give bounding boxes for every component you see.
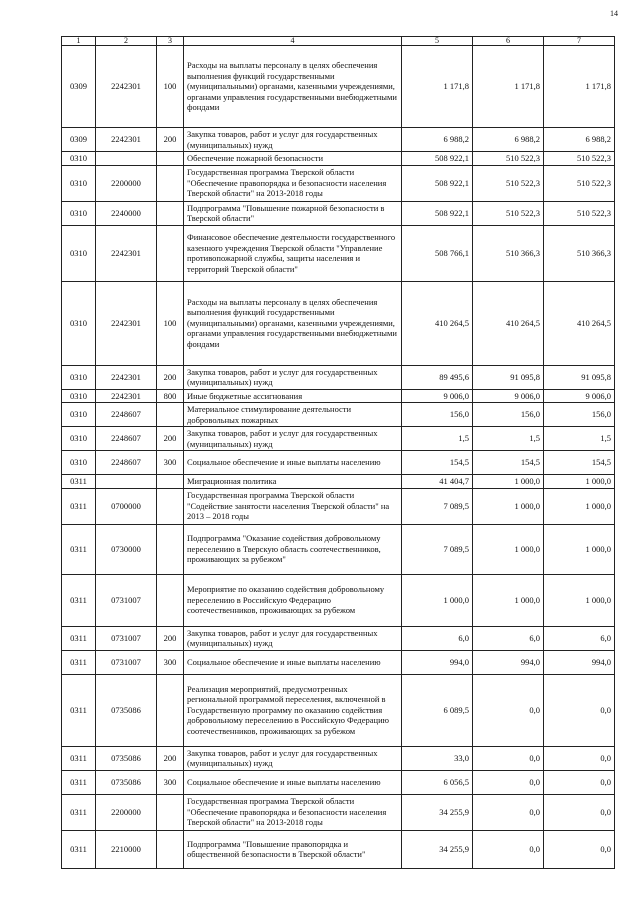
amount-2018-cell: 1 171,8 <box>544 46 615 128</box>
section-code-cell: 0311 <box>62 674 96 746</box>
expense-type-code-cell: 200 <box>157 365 184 389</box>
section-code-cell: 0311 <box>62 746 96 770</box>
target-article-code-cell: 2242301 <box>96 365 157 389</box>
description-cell: Государственная программа Тверской области "Обеспечение правопорядка и безопасности населения Тверской области" на 2013-2018 годы <box>184 794 402 830</box>
amount-2018-cell: 510 522,3 <box>544 152 615 166</box>
table-row <box>62 46 615 128</box>
description-cell: Закупка товаров, работ и услуг для государственных (муниципальных) нужд <box>184 626 402 650</box>
description-cell: Расходы на выплаты персоналу в целях обеспечения выполнения функций государственными (муниципальными) органами, казенными учреждениями, органами управления государственными внебюджетными фондами <box>184 281 402 365</box>
table-row <box>62 152 615 166</box>
table-row <box>62 427 615 451</box>
section-code-cell: 0311 <box>62 524 96 574</box>
amount-2016-cell: 508 922,1 <box>402 165 473 201</box>
amount-2017-cell: 9 006,0 <box>473 389 544 403</box>
expense-type-code-cell <box>157 152 184 166</box>
section-code-cell: 0310 <box>62 225 96 281</box>
amount-2017-cell: 1 000,0 <box>473 524 544 574</box>
section-code-cell: 0310 <box>62 152 96 166</box>
section-code-cell: 0310 <box>62 165 96 201</box>
section-code-cell: 0311 <box>62 830 96 868</box>
target-article-code-cell: 2242301 <box>96 128 157 152</box>
amount-2018-cell: 1 000,0 <box>544 475 615 489</box>
amount-2018-cell: 1 000,0 <box>544 574 615 626</box>
expense-type-code-cell: 200 <box>157 746 184 770</box>
amount-2017-cell: 6 988,2 <box>473 128 544 152</box>
description-cell: Обеспечение пожарной безопасности <box>184 152 402 166</box>
description-cell: Социальное обеспечение и иные выплаты населению <box>184 650 402 674</box>
expense-type-code-cell <box>157 403 184 427</box>
target-article-code-cell: 2200000 <box>96 165 157 201</box>
table-row <box>62 389 615 403</box>
expense-type-code-cell <box>157 794 184 830</box>
target-article-code-cell: 2242301 <box>96 389 157 403</box>
section-code-cell: 0311 <box>62 650 96 674</box>
amount-2016-cell: 508 922,1 <box>402 201 473 225</box>
table-row <box>62 650 615 674</box>
amount-2018-cell: 1,5 <box>544 427 615 451</box>
amount-2016-cell: 1,5 <box>402 427 473 451</box>
description-cell: Закупка товаров, работ и услуг для государственных (муниципальных) нужд <box>184 427 402 451</box>
amount-2017-cell: 0,0 <box>473 830 544 868</box>
table-row <box>62 403 615 427</box>
target-article-code-cell: 0735086 <box>96 770 157 794</box>
section-code-cell: 0310 <box>62 403 96 427</box>
table-row <box>62 626 615 650</box>
header-cell: 3 <box>157 37 184 46</box>
expense-type-code-cell: 200 <box>157 427 184 451</box>
amount-2016-cell: 1 171,8 <box>402 46 473 128</box>
table-row <box>62 475 615 489</box>
table-row <box>62 574 615 626</box>
amount-2018-cell: 91 095,8 <box>544 365 615 389</box>
description-cell: Государственная программа Тверской области "Содействие занятости населения Тверской области" на 2013 – 2018 годы <box>184 488 402 524</box>
target-article-code-cell: 2248607 <box>96 403 157 427</box>
amount-2018-cell: 0,0 <box>544 794 615 830</box>
expense-type-code-cell <box>157 475 184 489</box>
amount-2017-cell: 994,0 <box>473 650 544 674</box>
amount-2017-cell: 1 000,0 <box>473 574 544 626</box>
amount-2016-cell: 9 006,0 <box>402 389 473 403</box>
target-article-code-cell: 0735086 <box>96 674 157 746</box>
description-cell: Расходы на выплаты персоналу в целях обеспечения выполнения функций государственными (муниципальными) органами, казенными учреждениями, органами управления государственными внебюджетными фондами <box>184 46 402 128</box>
amount-2016-cell: 34 255,9 <box>402 794 473 830</box>
amount-2018-cell: 6,0 <box>544 626 615 650</box>
amount-2018-cell: 0,0 <box>544 746 615 770</box>
amount-2016-cell: 410 264,5 <box>402 281 473 365</box>
amount-2017-cell: 0,0 <box>473 674 544 746</box>
target-article-code-cell: 2240000 <box>96 201 157 225</box>
description-cell: Материальное стимулирование деятельности добровольных пожарных <box>184 403 402 427</box>
description-cell: Социальное обеспечение и иные выплаты населению <box>184 451 402 475</box>
amount-2016-cell: 154,5 <box>402 451 473 475</box>
amount-2016-cell: 6 988,2 <box>402 128 473 152</box>
target-article-code-cell: 2248607 <box>96 451 157 475</box>
expense-type-code-cell <box>157 488 184 524</box>
header-cell: 6 <box>473 37 544 46</box>
amount-2017-cell: 410 264,5 <box>473 281 544 365</box>
table-row <box>62 794 615 830</box>
table-row <box>62 165 615 201</box>
header-row <box>62 37 615 46</box>
target-article-code-cell: 0731007 <box>96 574 157 626</box>
description-cell: Закупка товаров, работ и услуг для государственных (муниципальных) нужд <box>184 746 402 770</box>
section-code-cell: 0309 <box>62 46 96 128</box>
amount-2018-cell: 510 366,3 <box>544 225 615 281</box>
table-row <box>62 770 615 794</box>
expense-type-code-cell: 100 <box>157 46 184 128</box>
amount-2017-cell: 510 522,3 <box>473 201 544 225</box>
header-cell: 2 <box>96 37 157 46</box>
header-cell: 4 <box>184 37 402 46</box>
table-row <box>62 524 615 574</box>
section-code-cell: 0310 <box>62 451 96 475</box>
table-row <box>62 674 615 746</box>
amount-2016-cell: 1 000,0 <box>402 574 473 626</box>
description-cell: Иные бюджетные ассигнования <box>184 389 402 403</box>
section-code-cell: 0310 <box>62 201 96 225</box>
expense-type-code-cell <box>157 574 184 626</box>
target-article-code-cell: 0730000 <box>96 524 157 574</box>
amount-2016-cell: 508 922,1 <box>402 152 473 166</box>
amount-2016-cell: 6,0 <box>402 626 473 650</box>
section-code-cell: 0311 <box>62 574 96 626</box>
description-cell: Миграционная политика <box>184 475 402 489</box>
description-cell: Социальное обеспечение и иные выплаты населению <box>184 770 402 794</box>
description-cell: Финансовое обеспечение деятельности государственного казенного учреждения Тверской области "Управление противопожарной службы, защиты населения и территорий Тверской области" <box>184 225 402 281</box>
page-number: 14 <box>610 9 618 18</box>
expense-type-code-cell <box>157 524 184 574</box>
amount-2017-cell: 156,0 <box>473 403 544 427</box>
amount-2016-cell: 41 404,7 <box>402 475 473 489</box>
amount-2018-cell: 6 988,2 <box>544 128 615 152</box>
target-article-code-cell: 0735086 <box>96 746 157 770</box>
section-code-cell: 0310 <box>62 281 96 365</box>
description-cell: Реализация мероприятий, предусмотренных региональной программой переселения, включенной в Государственную программу по оказанию содействия добровольному переселению в Российскую Федерацию соотечественников, проживающих за рубежом <box>184 674 402 746</box>
target-article-code-cell: 0731007 <box>96 626 157 650</box>
header-cell: 7 <box>544 37 615 46</box>
expense-type-code-cell <box>157 201 184 225</box>
amount-2018-cell: 410 264,5 <box>544 281 615 365</box>
expense-type-code-cell <box>157 830 184 868</box>
target-article-code-cell <box>96 475 157 489</box>
target-article-code-cell: 0700000 <box>96 488 157 524</box>
amount-2018-cell: 156,0 <box>544 403 615 427</box>
table-row <box>62 830 615 868</box>
budget-table <box>61 36 615 869</box>
section-code-cell: 0311 <box>62 794 96 830</box>
target-article-code-cell: 0731007 <box>96 650 157 674</box>
amount-2018-cell: 994,0 <box>544 650 615 674</box>
amount-2017-cell: 1 171,8 <box>473 46 544 128</box>
amount-2016-cell: 7 089,5 <box>402 524 473 574</box>
amount-2016-cell: 156,0 <box>402 403 473 427</box>
description-cell: Подпрограмма "Оказание содействия добровольному переселению в Тверскую область соотечественников, проживающих за рубежом" <box>184 524 402 574</box>
table-row <box>62 281 615 365</box>
header-cell: 1 <box>62 37 96 46</box>
amount-2018-cell: 510 522,3 <box>544 165 615 201</box>
section-code-cell: 0311 <box>62 488 96 524</box>
description-cell: Закупка товаров, работ и услуг для государственных (муниципальных) нужд <box>184 365 402 389</box>
description-cell: Подпрограмма "Повышение правопорядка и общественной безопасности в Тверской области" <box>184 830 402 868</box>
amount-2018-cell: 0,0 <box>544 770 615 794</box>
expense-type-code-cell: 200 <box>157 626 184 650</box>
description-cell: Государственная программа Тверской области "Обеспечение правопорядка и безопасности населения Тверской области" на 2013-2018 годы <box>184 165 402 201</box>
amount-2017-cell: 0,0 <box>473 794 544 830</box>
amount-2016-cell: 6 056,5 <box>402 770 473 794</box>
amount-2018-cell: 9 006,0 <box>544 389 615 403</box>
section-code-cell: 0310 <box>62 365 96 389</box>
amount-2017-cell: 6,0 <box>473 626 544 650</box>
section-code-cell: 0311 <box>62 626 96 650</box>
table-row <box>62 746 615 770</box>
amount-2017-cell: 510 366,3 <box>473 225 544 281</box>
amount-2016-cell: 33,0 <box>402 746 473 770</box>
amount-2016-cell: 34 255,9 <box>402 830 473 868</box>
description-cell: Подпрограмма "Повышение пожарной безопасности в Тверской области" <box>184 201 402 225</box>
table-row <box>62 201 615 225</box>
amount-2016-cell: 6 089,5 <box>402 674 473 746</box>
section-code-cell: 0309 <box>62 128 96 152</box>
amount-2017-cell: 510 522,3 <box>473 152 544 166</box>
section-code-cell: 0311 <box>62 475 96 489</box>
amount-2017-cell: 0,0 <box>473 770 544 794</box>
amount-2017-cell: 1 000,0 <box>473 488 544 524</box>
amount-2016-cell: 508 766,1 <box>402 225 473 281</box>
expense-type-code-cell <box>157 674 184 746</box>
amount-2016-cell: 994,0 <box>402 650 473 674</box>
amount-2016-cell: 7 089,5 <box>402 488 473 524</box>
target-article-code-cell: 2242301 <box>96 46 157 128</box>
target-article-code-cell <box>96 152 157 166</box>
target-article-code-cell: 2242301 <box>96 225 157 281</box>
expense-type-code-cell: 800 <box>157 389 184 403</box>
amount-2018-cell: 510 522,3 <box>544 201 615 225</box>
target-article-code-cell: 2200000 <box>96 794 157 830</box>
amount-2017-cell: 91 095,8 <box>473 365 544 389</box>
table-row <box>62 451 615 475</box>
expense-type-code-cell: 100 <box>157 281 184 365</box>
amount-2017-cell: 0,0 <box>473 746 544 770</box>
description-cell: Закупка товаров, работ и услуг для государственных (муниципальных) нужд <box>184 128 402 152</box>
amount-2017-cell: 154,5 <box>473 451 544 475</box>
amount-2018-cell: 0,0 <box>544 830 615 868</box>
table-row <box>62 488 615 524</box>
target-article-code-cell: 2210000 <box>96 830 157 868</box>
table-row <box>62 128 615 152</box>
target-article-code-cell: 2248607 <box>96 427 157 451</box>
amount-2018-cell: 0,0 <box>544 674 615 746</box>
amount-2017-cell: 1 000,0 <box>473 475 544 489</box>
table-row <box>62 225 615 281</box>
expense-type-code-cell <box>157 225 184 281</box>
expense-type-code-cell: 200 <box>157 128 184 152</box>
target-article-code-cell: 2242301 <box>96 281 157 365</box>
expense-type-code-cell <box>157 165 184 201</box>
header-cell: 5 <box>402 37 473 46</box>
expense-type-code-cell: 300 <box>157 451 184 475</box>
section-code-cell: 0310 <box>62 427 96 451</box>
table-row <box>62 365 615 389</box>
amount-2018-cell: 1 000,0 <box>544 488 615 524</box>
section-code-cell: 0311 <box>62 770 96 794</box>
amount-2018-cell: 154,5 <box>544 451 615 475</box>
section-code-cell: 0310 <box>62 389 96 403</box>
expense-type-code-cell: 300 <box>157 770 184 794</box>
amount-2017-cell: 510 522,3 <box>473 165 544 201</box>
amount-2016-cell: 89 495,6 <box>402 365 473 389</box>
description-cell: Мероприятие по оказанию содействия добровольному переселению в Российскую Федерацию соотечественников, проживающих за рубежом <box>184 574 402 626</box>
amount-2018-cell: 1 000,0 <box>544 524 615 574</box>
amount-2017-cell: 1,5 <box>473 427 544 451</box>
expense-type-code-cell: 300 <box>157 650 184 674</box>
